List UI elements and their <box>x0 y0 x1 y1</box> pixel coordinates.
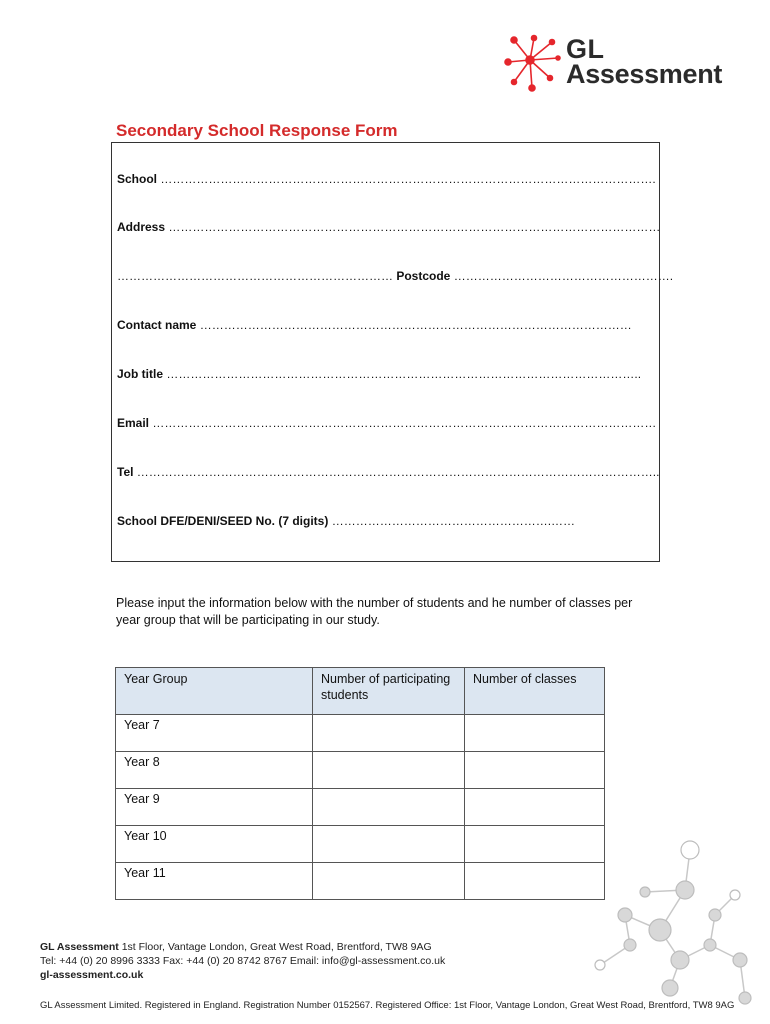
field-dots: ………………………………………………………………………………………………………………….. <box>136 465 660 479</box>
field-label: Address <box>117 220 166 234</box>
students-cell[interactable] <box>313 826 465 863</box>
year-cell: Year 10 <box>116 826 313 863</box>
address-line2-postcode-field[interactable] <box>117 269 673 283</box>
field-dots: ……………………………………………………………………………………………………………. <box>160 172 656 186</box>
table-row <box>116 715 605 752</box>
field-dots: …………………………………………………………………………………………………………… <box>168 220 661 234</box>
postcode-label: Postcode <box>396 269 451 283</box>
field-dots: ……………………………………………………………………………………………… <box>199 318 632 332</box>
table-row <box>116 863 605 900</box>
table-header-row <box>116 668 605 715</box>
footer-address-line <box>40 941 432 953</box>
field-dots: ……………………………………………….…… <box>331 514 576 528</box>
email-field[interactable] <box>117 416 656 430</box>
brand-line2: Assessment <box>566 59 723 89</box>
classes-cell[interactable] <box>465 715 605 752</box>
header-classes: Number of classes <box>465 668 605 715</box>
field-dots: ……………………………………………………………………………………………………….. <box>166 367 642 381</box>
year-cell: Year 7 <box>116 715 313 752</box>
brand-wordmark <box>566 36 722 88</box>
year-group-table <box>115 667 605 900</box>
instructions-text: Please input the information below with the number of students and he number of classes per year group that will be participating in our study. <box>116 596 633 627</box>
students-cell[interactable] <box>313 715 465 752</box>
field-label: Tel <box>117 465 134 479</box>
header-year-group: Year Group <box>116 668 313 715</box>
year-cell: Year 9 <box>116 789 313 826</box>
table-row <box>116 752 605 789</box>
star-network-icon <box>504 34 564 94</box>
postcode-dots: ………………………………………………. <box>453 269 674 283</box>
footer-registration: GL Assessment Limited. Registered in England. Registration Number 0152567. Registered Office: 1st Floor, Vantage London, Great West Road, Brentford, TW8 9AG <box>40 1000 735 1011</box>
tel-field[interactable] <box>117 465 659 479</box>
students-cell[interactable] <box>313 752 465 789</box>
address-field[interactable] <box>117 220 660 234</box>
students-cell[interactable] <box>313 789 465 826</box>
response-form-box <box>111 142 674 562</box>
year-cell: Year 11 <box>116 863 313 900</box>
field-label: School DFE/DENI/SEED No. (7 digits) <box>117 514 329 528</box>
school-number-field[interactable] <box>117 514 575 528</box>
molecule-network-icon <box>560 820 770 1010</box>
field-label: School <box>117 172 158 186</box>
brand-logo <box>504 34 744 94</box>
classes-cell[interactable] <box>465 752 605 789</box>
footer-website-link[interactable]: gl-assessment.co.uk <box>40 969 144 981</box>
year-cell: Year 8 <box>116 752 313 789</box>
school-field[interactable] <box>117 172 656 186</box>
field-dots: …………………………………………………………… <box>117 269 393 283</box>
job-title-field[interactable] <box>117 367 641 381</box>
table-row <box>116 826 605 863</box>
field-dots: ……………………………………………………………………………………………………………… <box>152 416 657 430</box>
field-label: Contact name <box>117 318 197 332</box>
students-cell[interactable] <box>313 863 465 900</box>
footer-contact: Tel: +44 (0) 20 8996 3333 Fax: +44 (0) 20 8742 8767 Email: info@gl-assessment.co.uk <box>40 955 446 967</box>
table-row <box>116 789 605 826</box>
header-students: Number of participating students <box>313 668 465 715</box>
footer-company: GL Assessment <box>40 941 119 953</box>
brand-line1: GL <box>566 34 605 64</box>
field-label: Email <box>117 416 150 430</box>
contact-name-field[interactable] <box>117 318 632 332</box>
form-title: Secondary School Response Form <box>116 121 398 140</box>
footer-address: 1st Floor, Vantage London, Great West Road, Brentford, TW8 9AG <box>121 941 432 953</box>
field-label: Job title <box>117 367 164 381</box>
